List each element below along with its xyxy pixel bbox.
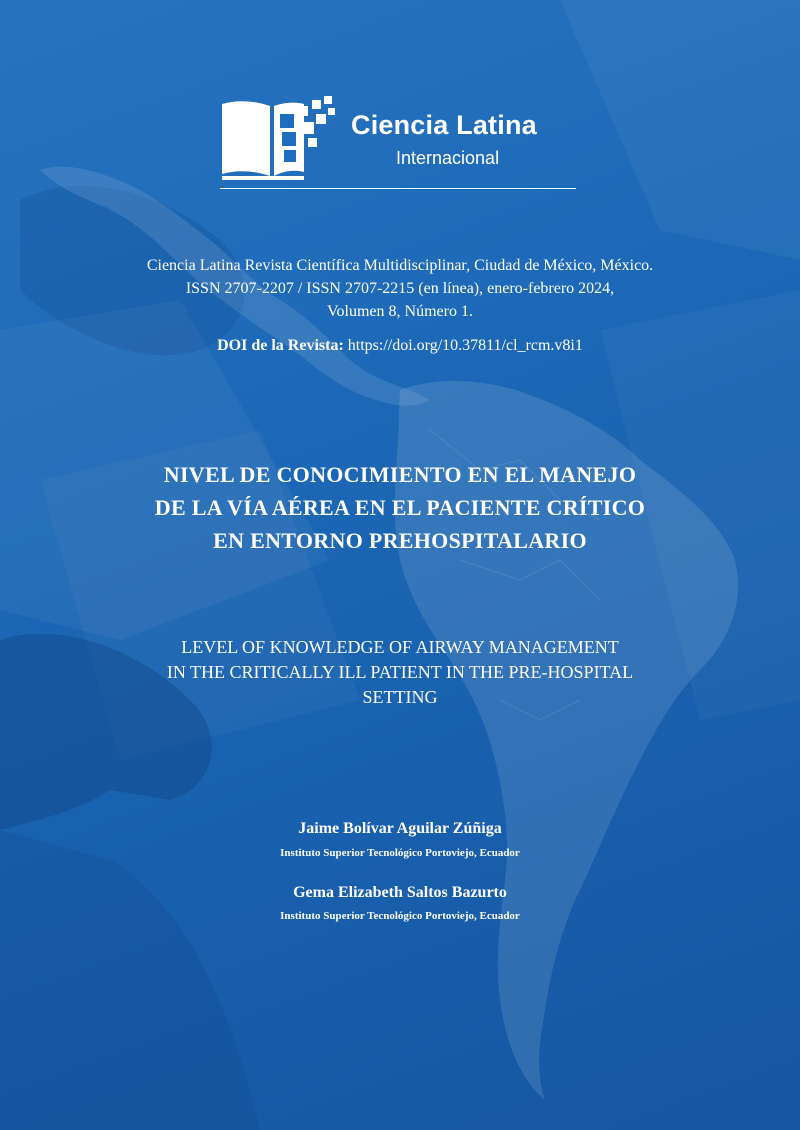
journal-info (0, 254, 800, 323)
english-title-line: IN THE CRITICALLY ILL PATIENT IN THE PRE-HOSPITAL (166, 662, 634, 682)
logo-subtitle: Internacional (396, 148, 500, 168)
book-blocks-icon (218, 92, 338, 184)
spanish-title-line: EN ENTORNO PREHOSPITALARIO (213, 528, 587, 553)
author-name: Jaime Bolívar Aguilar Zúñiga (298, 820, 502, 837)
author-affiliation: Instituto Superior Tecnológico Portoviejo, Ecuador (280, 847, 520, 859)
doi-link[interactable]: https://doi.org/10.37811/cl_rcm.v8i1 (343, 337, 583, 354)
english-title-line: LEVEL OF KNOWLEDGE OF AIRWAY MANAGEMENT (181, 637, 619, 657)
spanish-title-line: NIVEL DE CONOCIMIENTO EN EL MANEJO (163, 462, 637, 487)
logo-divider (220, 188, 576, 189)
doi-label: DOI de la Revista: (217, 337, 344, 354)
author-name: Gema Elizabeth Saltos Bazurto (293, 884, 507, 901)
english-title-line: SETTING (362, 687, 438, 707)
doi-line (0, 337, 800, 355)
logo-title: Ciencia Latina (351, 110, 537, 140)
author-affiliation: Instituto Superior Tecnológico Portoviejo, Ecuador (280, 910, 520, 922)
english-title (0, 635, 800, 710)
journal-logo (218, 92, 578, 192)
volume-line: Volumen 8, Número 1. (327, 303, 473, 320)
issn-line: ISSN 2707-2207 / ISSN 2707-2215 (en línea), enero-febrero 2024, (185, 280, 615, 297)
spanish-title-line: DE LA VÍA AÉREA EN EL PACIENTE CRÍTICO (154, 495, 646, 520)
spanish-title (0, 458, 800, 557)
journal-name-line: Ciencia Latina Revista Científica Multidisciplinar, Ciudad de México, México. (146, 257, 654, 274)
